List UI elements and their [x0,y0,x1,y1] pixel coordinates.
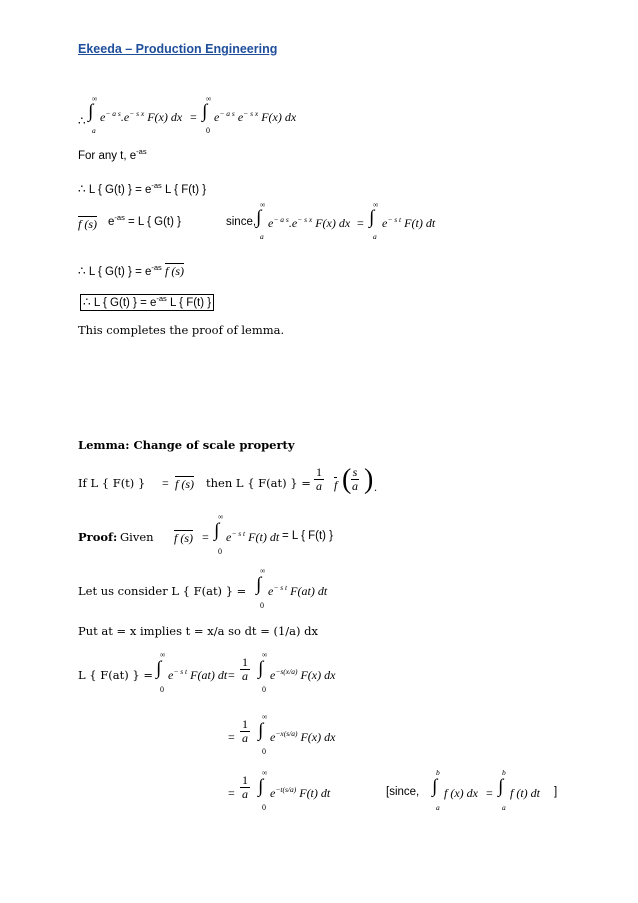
lg-result-text: L { G(t) } = e [88,266,152,278]
s-over-a: $\frac{s}{a}$ [352,465,358,493]
since-bracket: [since, [386,786,420,798]
upper-limit: ∞ [260,566,266,575]
equals: = [228,786,235,800]
integral-sign: ∫ [498,776,504,797]
since-line-text: $e^{-as} = L$ { G(t) } [108,213,181,228]
equals: = [357,216,364,230]
lower-limit: a [502,803,506,812]
integrand: $e^{- a s}.e^{- s x}$ F(x) dx [268,215,351,230]
therefore-symbol: ∴ [78,182,86,196]
therefore-symbol: ∴ [78,264,86,278]
integrand: $e^{- s t}$ F(t) dt [226,529,280,544]
integrand: $e^{- s t}$ F(t) dt [382,215,436,230]
integral-sign: ∫ [256,574,262,595]
f-bar-s: f (s) [78,217,97,231]
upper-limit: ∞ [218,512,224,521]
lower-limit: a [436,803,440,812]
upper-limit: ∞ [92,94,98,103]
upper-limit: ∞ [260,200,266,209]
f-bar-s: f (s) [175,477,194,491]
proof-label: Proof: [78,530,118,544]
lg-text: L { G(t) } = e [88,184,152,196]
close-bracket: ] [554,786,558,798]
upper-limit: b [502,768,506,777]
one-over-a: $\frac{1}{a}$ [316,465,322,493]
lower-limit: 0 [262,747,266,756]
upper-limit: ∞ [373,200,379,209]
integrand: $e^{- s t}$ F(at) dt [168,667,228,682]
lower-limit: 0 [206,126,210,135]
since-word: since, [226,216,257,228]
for-any-text: For any t, e [78,150,137,162]
lg-result-line: ∴ L { G(t) } = $e^{-as}$ f (s) [78,263,185,278]
integrand: $e^{- a s}.e^{- s x}$ F(x) dx [100,109,183,124]
integrand: $e^{-x(s/a)}$ F(x) dx [270,729,336,744]
integral-sign: ∫ [258,658,264,679]
integrand: f (t) dt [510,786,540,800]
integrand: f (x) dx [444,786,478,800]
upper-limit: ∞ [262,650,268,659]
lower-limit: 0 [262,803,266,812]
integral-sign: ∫ [214,520,220,541]
period: . [374,480,377,494]
integrand: $e^{-t(s/a)}$ F(t) dt [270,785,331,800]
lower-limit: a [373,232,377,241]
upper-limit: ∞ [262,712,268,721]
integral-sign: ∫ [202,101,208,122]
upper-limit: ∞ [262,768,268,777]
lower-limit: 0 [160,685,164,694]
let-us-text: Let us consider L { F(at) } = [78,584,247,598]
f-bar: f [334,478,338,492]
integral-sign: ∫ [258,720,264,741]
lower-limit: 0 [260,601,264,610]
integral-sign: ∫ [258,776,264,797]
equals: = [190,110,197,124]
one-over-a: $\frac{1}{a}$ [242,717,248,745]
f-bar-s: f (s) [165,264,185,278]
page-header: Ekeeda – Production Engineering [78,42,278,56]
integrand: $e^{- a s}$ $e^{- s x}$ F(x) dx [214,109,297,124]
equals: = [228,668,235,682]
lower-limit: a [92,126,96,135]
one-over-a: $\frac{1}{a}$ [242,655,248,683]
f-bar-s: f (s) [174,531,193,545]
integrand: $e^{- s t}$ F(at) dt [268,583,328,598]
lower-limit: 0 [218,547,222,556]
integral-sign: ∫ [369,207,375,228]
for-any-sup: -as [136,147,147,156]
then-text: then L { F(at) } = [206,476,311,490]
integrand: $e^{-s(x/a)}$ F(x) dx [270,667,336,682]
lower-limit: a [260,232,264,241]
integral-sign: ∫ [432,776,438,797]
lg-tail: L { F(t) } [161,184,207,196]
given-text: Given [120,530,154,544]
boxed-result: ∴ L { G(t) } = $e^{-as}$ L { F(t) } [80,294,214,311]
lower-limit: 0 [262,685,266,694]
upper-limit: ∞ [160,650,166,659]
if-text: If L { F(t) } [78,476,146,490]
equals: = [486,786,493,800]
lg-eq-line [78,182,206,197]
upper-limit: ∞ [206,94,212,103]
right-paren: ) [364,464,374,495]
substitution-text: Put at = x implies t = x/a so dt = (1/a) dx [78,624,319,638]
completes-text: This completes the proof of lemma. [78,323,285,337]
one-over-a: $\frac{1}{a}$ [242,773,248,801]
upper-limit: b [436,768,440,777]
integral-sign: ∫ [156,658,162,679]
equals: = [202,530,209,544]
left-paren: ( [342,464,352,495]
integral-sign: ∫ [256,207,262,228]
for-any-line [78,147,147,162]
equals: = [162,476,169,490]
lfat-text: L { F(at) } = [78,668,153,682]
eq-lft-text: = L { F(t) } [282,530,334,542]
integral-sign: ∫ [88,101,94,122]
lemma-title: Lemma: Change of scale property [78,438,295,452]
therefore-symbol: ∴ [78,114,86,128]
equals: = [228,730,235,744]
exp-sup: -as [151,181,162,190]
